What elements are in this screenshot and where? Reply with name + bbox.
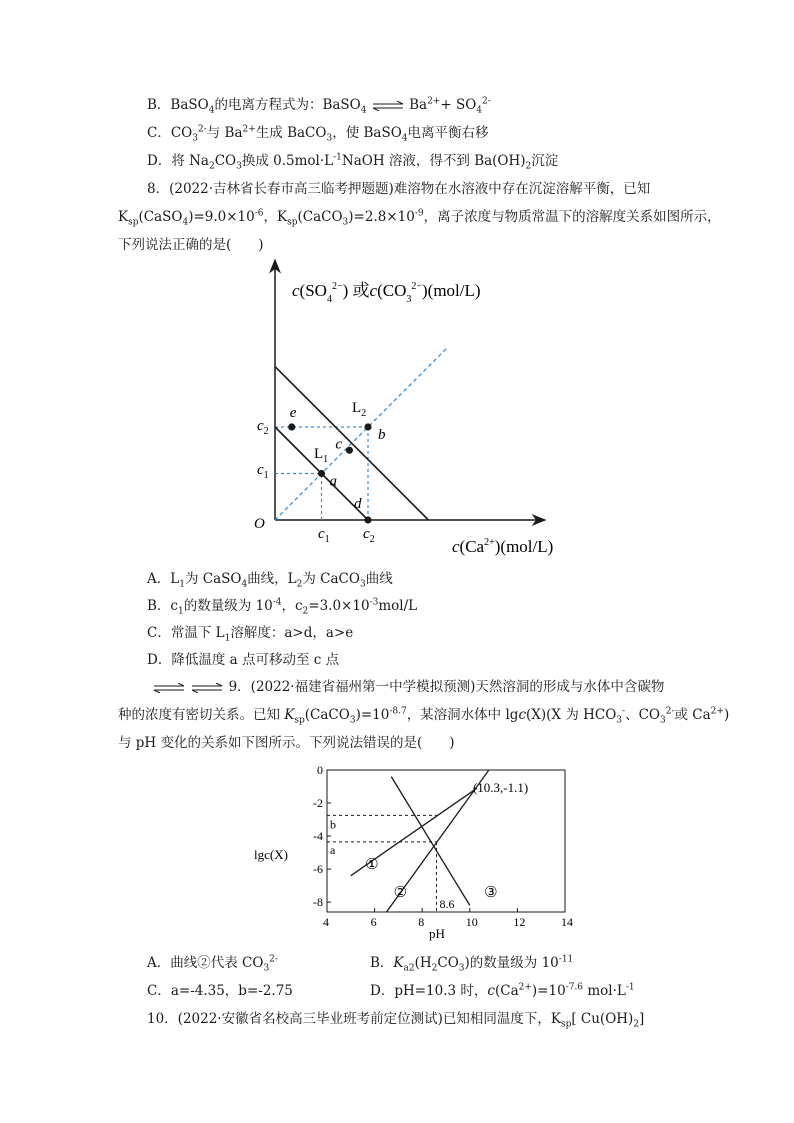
q9-stem-line2: 种的浓度有密切关系。已知 $K_{sp}(CaCO_3)=10^{-8.7}$，某溶洞水体中 lgc(X)(X 为 $HCO_3^-$、$CO_3^{2-}$或 $Ca^{2+}$) [118,706,730,726]
plot-frame [327,770,565,912]
q8-option-b: B．$c_1$的数量级为 $10^{-4}$，$c_2=3.0\times 10^{-3}mol/L$ [147,597,418,617]
q8-stem-line1: 8．(2022·吉林省长春市高三临考押题题)难溶物在水溶液中存在沉淀溶解平衡，已知 [147,181,651,197]
point-d [364,516,371,523]
q9-option-d: D．pH=10.3 时，$c(Ca^{2+})=10^{-7.6}$ $mol\cdot L^{-1}$ [370,982,635,999]
x-axis-label: $c(Ca^{2+})(mol/L)$ [452,537,554,556]
q9-option-c: C．a=-4.35，b=-2.75 [147,983,293,999]
x-tick-label: 12 [513,915,526,929]
x-annotation-8-6: 8.6 [439,897,455,911]
curve-label-l1: $L_1$ [314,446,329,465]
series-label-1: ① [365,857,379,874]
point-a [318,470,325,477]
q8-stem-line2: $K_{sp}(CaSO_4)=9.0\times 10^{-6}$，$K_{sp}(CaCO_3)=2.8\times 10^{-9}$，离子浓度与物质常温下的溶解度关系如图所示， [118,208,721,228]
x-tick-label: 10 [465,915,478,929]
q9-option-b: B．$K_{a2}(H_2CO_3)$的数量级为 $10^{-11}$ [370,954,574,974]
peak-annotation: (10.3,-1.1) [472,780,529,796]
equilibrium-arrow-icon [190,683,224,693]
y-tick-label: -2 [313,796,323,811]
q10-stem-line1: 10．(2022·安徽省名校高三毕业班考前定位测试)已知相同温度下，$K_{sp}$[ $Cu(OH)_2$] [147,1011,645,1030]
x-tick-label: 14 [561,915,573,929]
y-tick-c2: $c_2$ [257,418,269,437]
series-label-3: ③ [484,885,498,902]
point-label-c: c [335,436,343,453]
y-tick-label: -8 [313,895,323,910]
point-b [364,423,371,430]
reference-dashed-line [275,348,447,520]
equilibrium-arrow-icon [371,101,405,111]
point-label-d: d [354,496,362,512]
x-tick-c1: $c_1$ [318,526,330,545]
point-c [346,447,353,454]
equilibrium-arrow-icon [152,683,186,693]
x-tick-label: 8 [418,915,425,929]
q7-option-d: D．将 $Na_2CO_3$换成 $0.5mol\cdot L^{-1}NaOH$ 溶液，得不到 $Ba(OH)_2$沉淀 [147,152,559,172]
y-tick-label: -6 [313,862,323,877]
x-tick-label: 6 [370,915,377,929]
y-tick-c1: $c_1$ [257,462,269,481]
y-tick-label: -4 [313,829,323,844]
q8-stem-line3: 下列说法正确的是( ) [118,237,264,253]
lgc-vs-ph-chart [250,758,580,944]
y-annotation-a: a [330,842,336,857]
q8-option-d: D．降低温度 a 点可移动至 c 点 [147,652,340,668]
origin-label: O [254,516,265,532]
y-axis-label: lgc(X) [254,847,288,862]
q9-stem-line3: 与 pH 变化的关系如下图所示。下列说法错误的是( ) [118,735,455,751]
point-e [288,423,295,430]
x-tick-c2: $c_2$ [363,526,375,545]
q9-stem-line1: 9．(2022·福建省福州第一中学模拟预测)天然溶洞的形成与水体中含碳物 [152,678,664,696]
point-label-b: b [378,427,386,443]
x-tick-label: 4 [323,915,329,929]
q7-option-c: C．$CO_3^{2-}$与 $Ba^{2+}$生成 BaCO$_3$，使 BaSO$_4$电离平衡右移 [147,124,489,144]
curve-label-l2: $L_2$ [352,400,367,419]
q8-option-a: A．$L_1$为 CaSO$_4$曲线，$L_2$为 CaCO$_3$曲线 [147,571,393,590]
y-axis-label: $c(SO_4^{2-})$ 或$c(CO_3^{2-})(mol/L)$ [292,281,481,305]
y-annotation-b: b [330,817,336,832]
q8-option-c: C．常温下 $L_1$溶解度：a>d，a>e [147,625,354,644]
x-axis-label: pH [429,926,445,941]
series-label-2: ② [393,885,408,902]
q7-option-b: B．BaSO$_4$的电离方程式为：BaSO$_4$ $Ba^{2+}+ SO_4^{2-}$ [147,96,491,116]
point-label-e: e [289,405,297,421]
q9-option-a: A．曲线②代表 $CO_3^{2-}$ [147,954,278,974]
y-tick-label: 0 [317,763,323,777]
point-label-a: a [329,473,337,490]
solubility-diagram [240,252,560,562]
